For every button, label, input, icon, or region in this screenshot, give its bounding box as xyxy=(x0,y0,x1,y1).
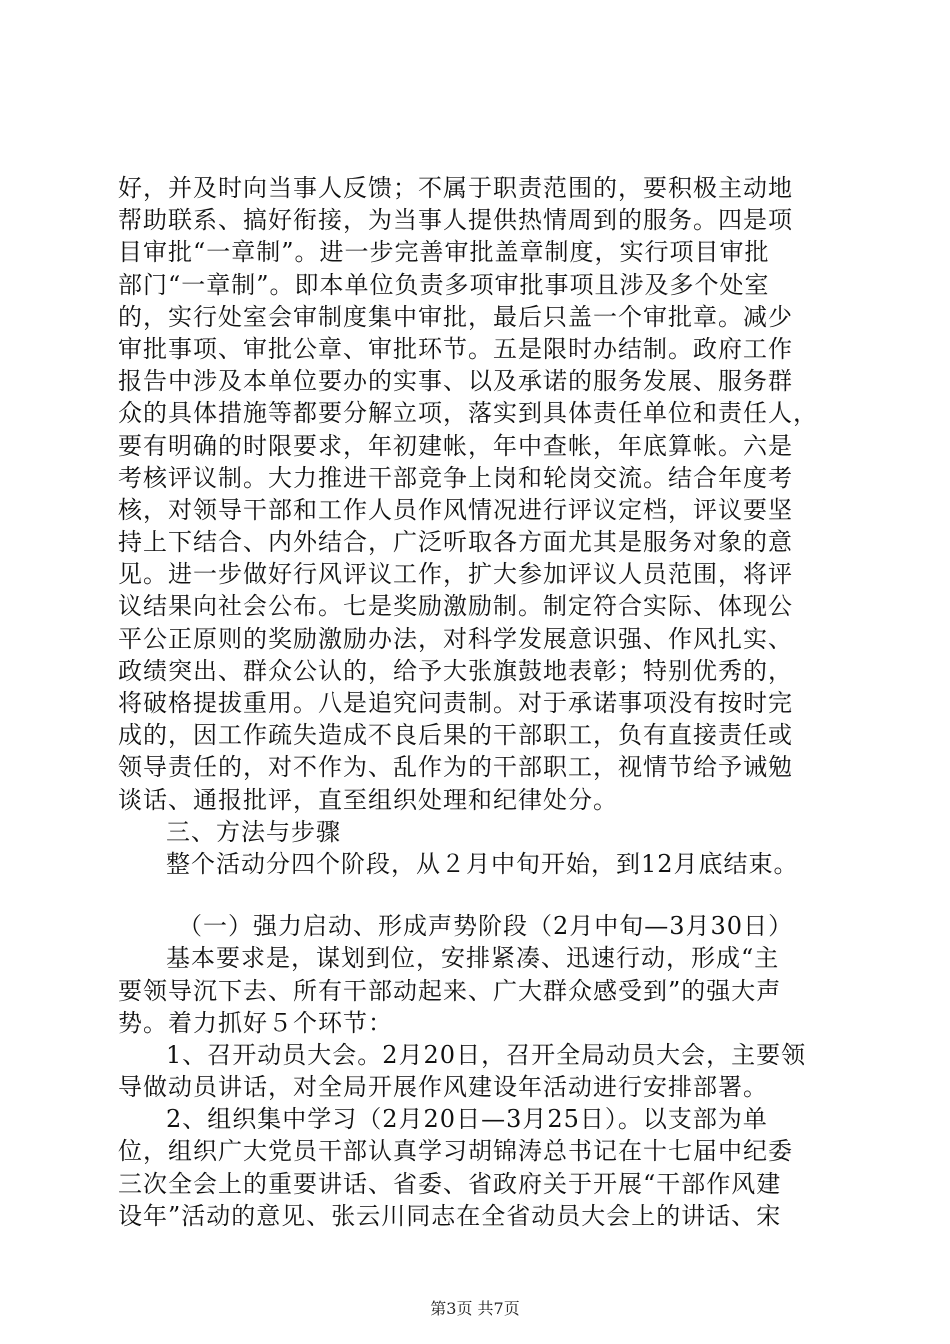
text-line: 持上下结合、内外结合，广泛听取各方面尤其是服务对象的意 xyxy=(118,528,793,557)
text-line: 考核评议制。大力推进干部竞争上岗和轮岗交流。结合年度考 xyxy=(118,463,793,492)
text-line: 议结果向社会公布。七是奖励激励制。制定符合实际、体现公 xyxy=(118,592,793,621)
text-line: 审批事项、审批公章、审批环节。五是限时办结制。政府工作 xyxy=(118,334,793,363)
text-line: 平公正原则的奖励激励办法，对科学发展意识强、作风扎实、 xyxy=(118,624,793,653)
overview-paragraph: 整个活动分四个阶段，从２月中旬开始，到12月底结束。 xyxy=(166,849,799,878)
text-line: 2、组织集中学习（2月20日—3月25日）。以支部为单 xyxy=(166,1105,768,1134)
page-footer: 第3页 共7页 xyxy=(430,1299,520,1318)
text-line: 帮助联系、搞好衔接，为当事人提供热情周到的服务。四是项 xyxy=(118,206,793,235)
text-line: 位，组织广大党员干部认真学习胡锦涛总书记在十七届中纪委 xyxy=(118,1137,793,1166)
phase-heading: （一）强力启动、形成声势阶段（2月中旬—3月30日） xyxy=(178,912,794,941)
text-line: 1、召开动员大会。2月20日，召开全局动员大会，主要领 xyxy=(166,1040,807,1069)
text-line: 要领导沉下去、所有干部动起来、广大群众感受到”的强大声 xyxy=(118,976,782,1005)
document-body xyxy=(118,172,838,1232)
text-line: 导做动员讲话，对全局开展作风建设年活动进行安排部署。 xyxy=(118,1073,768,1102)
text-line: 核，对领导干部和工作人员作风情况进行评议定档，评议要坚 xyxy=(118,495,793,524)
section-heading: 三、方法与步骤 xyxy=(166,817,341,846)
text-line: 好，并及时向当事人反馈；不属于职责范围的，要积极主动地 xyxy=(118,174,793,202)
paragraph-gap xyxy=(118,880,838,910)
text-line: 领导责任的，对不作为、乱作为的干部职工，视情节给予诫勉 xyxy=(118,753,793,782)
text-line: 报告中涉及本单位要办的实事、以及承诺的服务发展、服务群 xyxy=(118,367,793,396)
text-line: 谈话、通报批评，直至组织处理和纪律处分。 xyxy=(118,785,618,814)
text-line: 成的，因工作疏失造成不良后果的干部职工，负有直接责任或 xyxy=(118,721,793,750)
text-line: 见。进一步做好行风评议工作，扩大参加评议人员范围，将评 xyxy=(118,560,793,589)
text-line: 设年”活动的意见、张云川同志在全省动员大会上的讲话、宋 xyxy=(118,1201,782,1230)
text-line: 政绩突出、群众公认的，给予大张旗鼓地表彰；特别优秀的， xyxy=(118,656,793,685)
text-line: 三次全会上的重要讲话、省委、省政府关于开展“干部作风建 xyxy=(118,1169,782,1198)
text-line: 要有明确的时限要求，年初建帐，年中查帐，年底算帐。六是 xyxy=(118,431,793,460)
text-line: 基本要求是，谋划到位，安排紧凑、迅速行动，形成“主 xyxy=(166,944,780,973)
text-line: 众的具体措施等都要分解立项，落实到具体责任单位和责任人， xyxy=(118,399,818,428)
text-line: 的，实行处室会审制度集中审批，最后只盖一个审批章。减少 xyxy=(118,302,793,331)
text-line: 将破格提拔重用。八是追究问责制。对于承诺事项没有按时完 xyxy=(118,689,793,717)
text-line: 部门“一章制”。即本单位负责多项审批事项且涉及多个处室 xyxy=(118,270,770,299)
text-line: 目审批“一章制”。进一步完善审批盖章制度，实行项目审批 xyxy=(118,238,770,267)
text-line: 势。着力抓好５个环节： xyxy=(118,1008,393,1037)
